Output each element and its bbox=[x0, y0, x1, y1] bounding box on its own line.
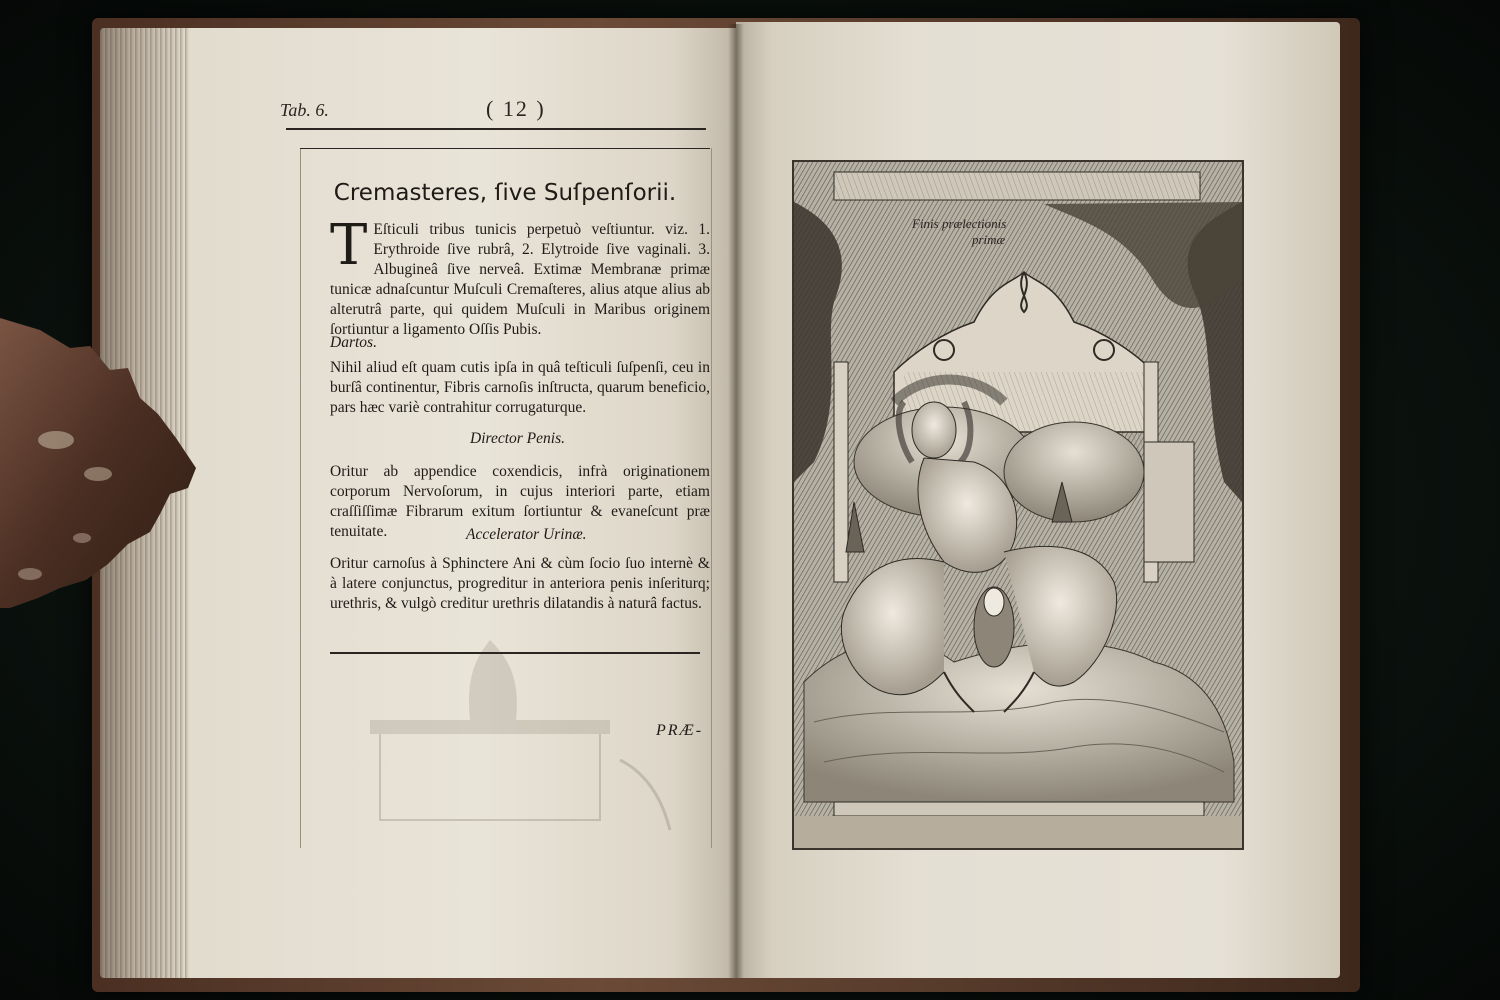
intro-paragraph bbox=[330, 213, 710, 340]
book-gutter bbox=[728, 24, 744, 978]
engraving-plate bbox=[792, 160, 1244, 850]
plate-inscription bbox=[912, 216, 1006, 248]
paragraph-dartos: Nihil aliud eſt quam cutis ipſa in quâ teſticuli ſuſpenſi, ceu in burſâ continentur, Fibris carnoſis inſtructa, quarum beneficio, pars hæc variè contrahitur corrugaturque. bbox=[330, 359, 710, 416]
page-clip-icon bbox=[0, 318, 200, 608]
top-rule bbox=[286, 128, 706, 130]
paragraph-director-penis: Oritur ab appendice coxendicis, infrà originationem corporum Nervoſorum, in cujus interiori parte, etiam craſſiſſimæ Fibrarum exitum ſortiuntur & evaneſcunt præ tenuitate. bbox=[330, 463, 710, 540]
section-title: Cremasteres, ſive Suſpenſorii. bbox=[333, 180, 677, 206]
running-head: Tab. 6. bbox=[280, 100, 329, 120]
heading-director-penis: Director Penis. bbox=[470, 430, 565, 447]
drop-cap: T bbox=[330, 213, 368, 278]
bottom-rule bbox=[330, 652, 700, 654]
heading-dartos: Dartos. bbox=[330, 334, 377, 351]
inscription-line-2: primæ bbox=[972, 232, 1006, 247]
catchword: PRÆ- bbox=[656, 722, 704, 739]
page-number: ( 12 ) bbox=[486, 96, 546, 121]
intro-text: Eſticuli tribus tunicis perpetuò veſtiuntur. viz. 1. Erythroide ſive rubrâ, 2. Elytroide ſive vaginali. 3. Albugineâ ſive nerveâ. Extimæ Membranæ primæ tunicæ adnaſcuntur Muſculi Cremaſteres, alius atque alius ab alterutrâ parte, qui quidem Muſculi in Maribus originem ſortiuntur a ligamento Oſſis Pubis. bbox=[330, 221, 710, 338]
frame-top-rule bbox=[300, 148, 710, 149]
heading-accelerator-urinae: Accelerator Urinæ. bbox=[466, 526, 587, 543]
engraving-illustration bbox=[794, 162, 1242, 848]
paragraph-accelerator-urinae: Oritur carnoſus à Sphinctere Ani & cùm ſocio ſuo internè & à latere conjunctus, progreditur in anteriora penis inſeriturq; urethris, & vulgò creditur urethris dilatandis à naturâ factus. bbox=[330, 555, 710, 612]
inscription-line-1: Finis prælectionis bbox=[912, 216, 1007, 231]
show-through-engraving bbox=[340, 640, 680, 840]
